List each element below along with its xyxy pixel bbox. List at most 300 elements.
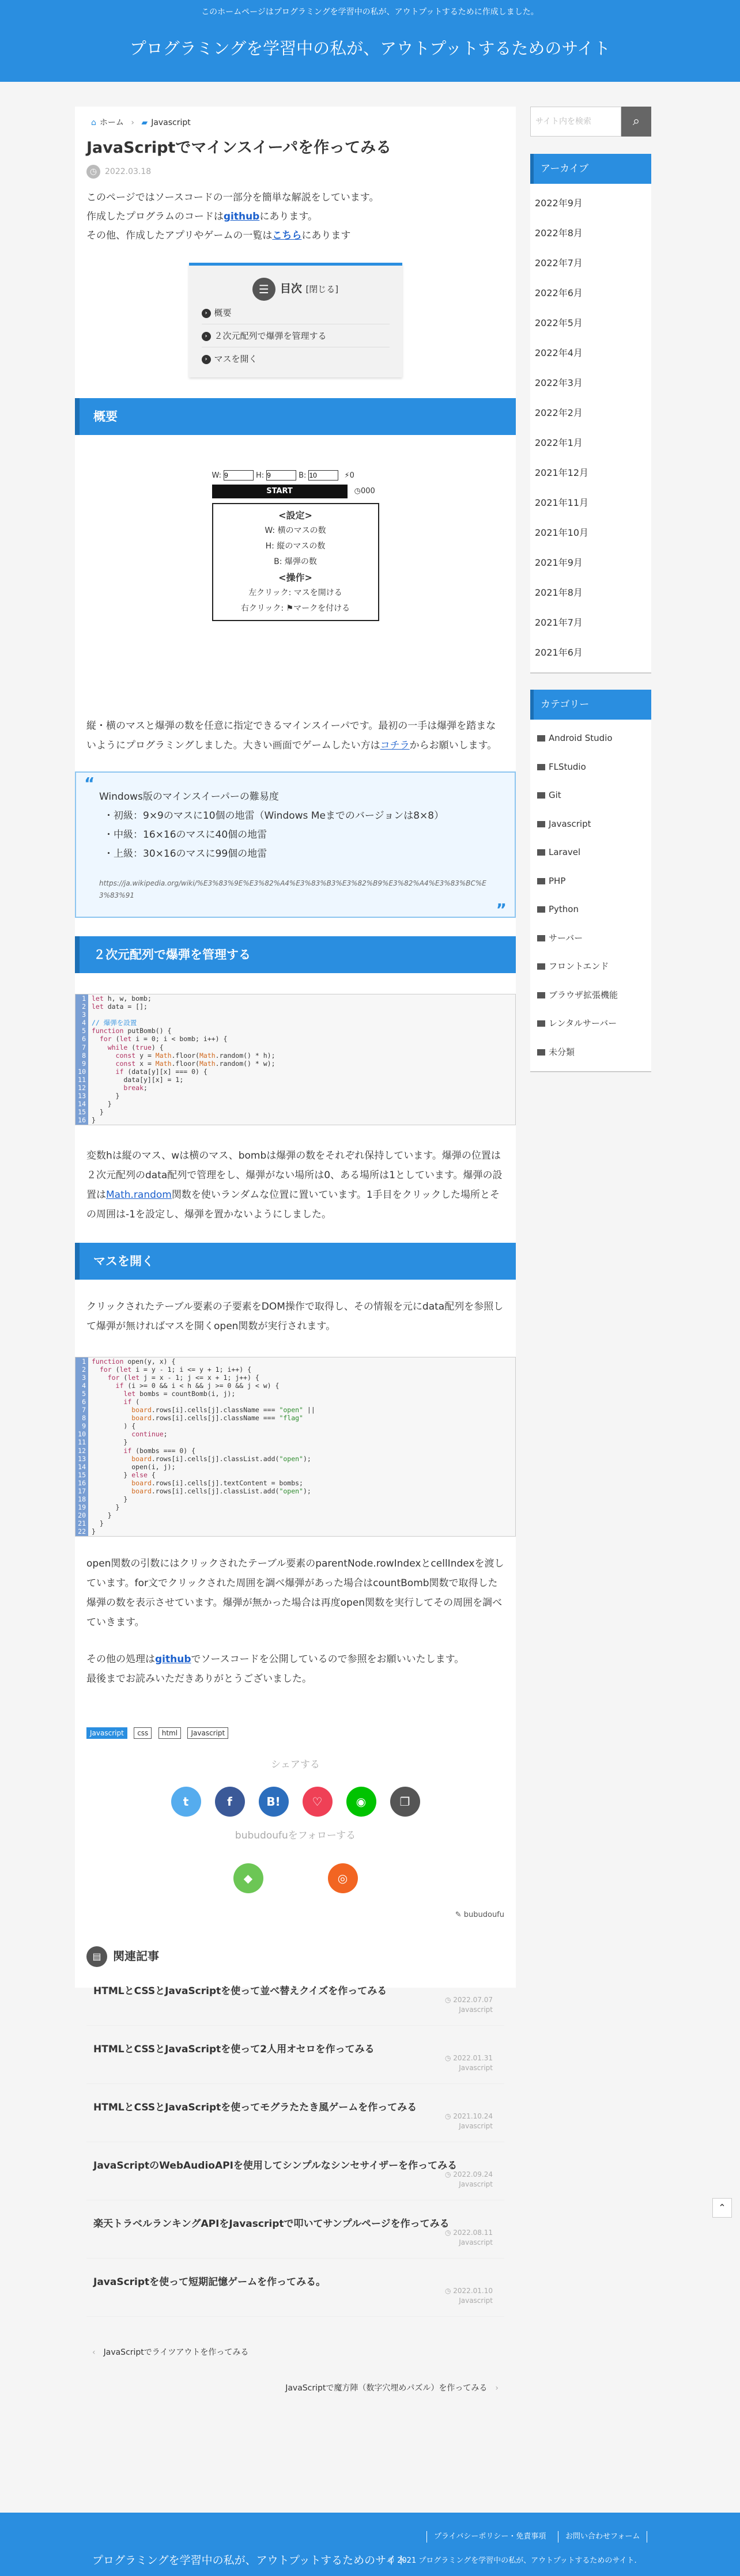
height-input[interactable] — [266, 470, 296, 481]
line-number: 14 — [75, 1100, 88, 1108]
intro-line-1: このページではソースコードの一部分を簡単な解説をしています。 — [86, 192, 379, 203]
line-number: 1 — [75, 994, 88, 1003]
chevron-up-icon: ⌃ — [718, 2202, 726, 2213]
line-number: 8 — [75, 1414, 88, 1422]
intro-text: 作成したプログラムのコードは — [86, 211, 224, 222]
folder-icon — [537, 735, 545, 742]
section-heading-open-cell: マスを開く — [75, 1243, 516, 1280]
line-number: 11 — [75, 1438, 88, 1446]
sidebar — [530, 107, 651, 1072]
toc-item-label: マスを開く — [214, 354, 258, 364]
line-number: 12 — [75, 1447, 88, 1455]
related-item-category: Javascript — [459, 2180, 493, 2188]
search-button[interactable] — [621, 107, 651, 137]
category-item[interactable] — [530, 895, 651, 924]
category-heading: カテゴリー — [530, 690, 651, 720]
code-line: 16 } — [75, 1116, 515, 1124]
folder-icon — [537, 878, 545, 884]
code-line: 2 for (let i = y - 1; i <= y + 1; i++) { — [75, 1365, 515, 1374]
ops-title: <操作> — [278, 572, 312, 583]
code-line: 6 if ( — [75, 1398, 515, 1406]
clock-icon: ◷ — [86, 165, 100, 179]
category-label: FLStudio — [549, 761, 586, 772]
related-item-meta — [445, 2228, 493, 2248]
height-label: H: — [255, 471, 265, 480]
rss-icon[interactable]: ◎ — [328, 1863, 358, 1893]
related-list — [86, 1968, 504, 2317]
category-label: 未分類 — [549, 1046, 575, 1057]
folder-icon — [537, 963, 545, 970]
line-number: 12 — [75, 1084, 88, 1092]
line-number: 11 — [75, 1076, 88, 1084]
category-item[interactable] — [530, 724, 651, 753]
archive-item[interactable]: 2022年5月 — [535, 317, 583, 328]
line-number: 20 — [75, 1511, 88, 1519]
category-item[interactable] — [530, 867, 651, 896]
intro-text: にあります。 — [259, 211, 318, 222]
settings-line: H: 縦のマスの数 — [265, 542, 326, 551]
related-item-title: HTMLとCSSとJavaScriptを使って並べ替えクイズを作ってみる — [93, 1985, 387, 1997]
line-number: 2 — [75, 1003, 88, 1011]
line-number: 21 — [75, 1519, 88, 1527]
code-line: 19 } — [75, 1503, 515, 1511]
line-number: 2 — [75, 1365, 88, 1374]
archive-item[interactable]: 2021年7月 — [535, 617, 583, 628]
site-header — [0, 0, 740, 82]
line-number: 4 — [75, 1382, 88, 1390]
feedly-icon[interactable]: ◆ — [233, 1863, 263, 1893]
archive-item[interactable]: 2022年8月 — [535, 228, 583, 239]
category-label: ブラウザ拡張機能 — [549, 989, 618, 1000]
code-line: 10 continue; — [75, 1430, 515, 1438]
tag-list — [86, 1727, 504, 1739]
code-line: 2 let data = []; — [75, 1003, 515, 1011]
intro-text: その他、作成したアプリやゲームの一覧は — [86, 230, 273, 241]
search-input[interactable]: サイト内を検索 — [530, 107, 621, 137]
related-item-date: 2022.08.11 — [453, 2228, 493, 2237]
archive-item[interactable]: 2021年10月 — [535, 527, 589, 538]
archive-item[interactable]: 2021年12月 — [535, 467, 589, 478]
line-number: 8 — [75, 1051, 88, 1060]
related-title: 関連記事 — [113, 1949, 159, 1963]
line-number: 9 — [75, 1060, 88, 1068]
code-line: 16 board.rows[i].cells[j].textContent = bombs; — [75, 1479, 515, 1487]
follow-title: bubudoufuをフォローする — [235, 1829, 356, 1841]
toc-header — [202, 276, 390, 301]
start-button[interactable]: START — [212, 485, 348, 498]
category-item[interactable] — [530, 781, 651, 810]
category-item[interactable] — [530, 753, 651, 782]
timer-display: 000 — [360, 487, 375, 495]
related-item-meta — [445, 1995, 493, 2015]
clock-icon: ◷ — [444, 2286, 454, 2295]
folder-icon — [537, 792, 545, 799]
archive-item[interactable]: 2021年11月 — [535, 497, 589, 508]
code-line: 12 if (bombs === 0) { — [75, 1447, 515, 1455]
para-text: 縦・横のマスと爆弾の数を任意に指定できるマインスイーパです。最初の一手は爆弾を踏まないようにプログラミングしました。大きい画面でゲームしたい方は — [86, 720, 496, 751]
author-name[interactable]: bubudoufu — [463, 1910, 504, 1919]
open-function-description: open関数の引数にはクリックされたテーブル要素のparentNode.rowIndexとcellIndexを渡しています。for文でクリックされた周囲を調べ爆弾があった場合はcountBomb関数で取得した爆弾の数を表示させています。爆弾が無かった場合は再度open関数を実行してその周囲を調べていきます。 — [86, 1557, 504, 1628]
main-article — [75, 107, 516, 2393]
tag[interactable]: Javascript — [187, 1727, 228, 1739]
array-description — [86, 1146, 504, 1224]
related-item-title: 楽天トラベルランキングAPIをJavascriptで叩いてサンプルページを作ってみる — [93, 2218, 450, 2230]
bomb-input[interactable] — [308, 470, 338, 481]
code-line: 12 break; — [75, 1084, 515, 1092]
archive-list — [530, 184, 651, 674]
clock-icon: ◷ — [444, 2053, 454, 2062]
site-footer — [0, 2513, 740, 2576]
folder-icon — [537, 764, 545, 770]
related-item[interactable] — [86, 2084, 504, 2142]
next-post-title: JavaScriptで魔方陣（数字穴埋めパズル）を作ってみる — [285, 2383, 488, 2393]
math-random-link[interactable]: Math.random — [106, 1189, 172, 1201]
breadcrumb — [91, 115, 504, 130]
archive-heading: アーカイブ — [530, 154, 651, 184]
game-start-row — [212, 485, 379, 497]
related-item[interactable] — [86, 2026, 504, 2084]
code-line: 15 } — [75, 1108, 515, 1116]
prev-post-title: JavaScriptでライツアウトを作ってみる — [103, 2347, 249, 2357]
chevron-right-icon: › — [495, 2383, 499, 2393]
archive-item[interactable]: 2022年1月 — [535, 437, 583, 448]
code-line: 13 } — [75, 1092, 515, 1100]
related-item-meta — [445, 2170, 493, 2189]
line-number: 3 — [75, 1374, 88, 1382]
line-number: 22 — [75, 1527, 88, 1535]
category-item[interactable] — [530, 810, 651, 839]
category-label: Android Studio — [549, 733, 613, 743]
archive-item[interactable]: 2021年8月 — [535, 587, 583, 598]
post-date-text: 2022.03.18 — [105, 167, 152, 176]
github-link[interactable]: github — [155, 1653, 191, 1665]
related-item-title: HTMLとCSSとJavaScriptを使ってモグラたたき風ゲームを作ってみる — [93, 2101, 417, 2113]
quote-title: Windows版のマインスイーパーの難易度 — [99, 791, 279, 803]
copy-icon[interactable]: ❐ — [390, 1787, 420, 1817]
para-text: 変数hは縦のマス、wは横のマス、bombは爆弾の数をそれぞれ保持しています。爆弾の位置は２次元配列のdata配列で管理をし、爆弾がない場所は0、ある場所は1としています。爆弾の設置は — [86, 1149, 503, 1201]
toc-item[interactable] — [202, 347, 390, 370]
ops-line: 左クリック: マスを開ける — [248, 588, 342, 597]
footer-contact-link[interactable]: お問い合わせフォーム — [558, 2531, 647, 2543]
site-title[interactable]: プログラミングを学習中の私が、アウトプットするためのサイト — [129, 39, 611, 58]
footer-copyright: © 2021 プログラミングを学習中の私が、アウトプットするためのサイト. — [387, 2556, 637, 2565]
line-number: 1 — [75, 1357, 88, 1365]
section-heading-overview: 概要 — [75, 398, 516, 435]
intro-line-3 — [86, 226, 504, 245]
line-number: 18 — [75, 1495, 88, 1503]
code-line: 14 } — [75, 1100, 515, 1108]
line-number: 16 — [75, 1116, 88, 1124]
archive-item[interactable]: 2022年9月 — [535, 198, 583, 209]
category-label: Javascript — [549, 818, 591, 829]
archive-item[interactable]: 2022年3月 — [535, 377, 583, 388]
code-line: 3 for (let j = x - 1; j <= x + 1; j++) { — [75, 1374, 515, 1382]
category-item[interactable] — [530, 981, 651, 1010]
section-heading-2d-array: ２次元配列で爆弾を管理する — [75, 936, 516, 973]
category-label: Git — [549, 790, 561, 800]
line-number: 3 — [75, 1011, 88, 1019]
folder-icon — [537, 906, 545, 913]
related-item-title: JavaScriptのWebAudioAPIを使用してシンプルなシンセサイザーを作ってみる — [93, 2159, 458, 2172]
outro — [86, 1650, 504, 1689]
code-line: 7 board.rows[i].cells[j].className === "open" || — [75, 1406, 515, 1414]
code-line: 11 } — [75, 1438, 515, 1446]
related-item-meta — [445, 2053, 493, 2073]
related-item-date: 2022.07.07 — [453, 1995, 493, 2004]
related-item[interactable] — [86, 1968, 504, 2026]
intro-line-2 — [86, 207, 504, 226]
line-number: 10 — [75, 1068, 88, 1076]
related-heading — [86, 1945, 504, 1968]
blockquote — [75, 771, 516, 918]
category-item[interactable] — [530, 1009, 651, 1038]
footer-site-title[interactable]: プログラミングを学習中の私が、アウトプットするためのサイト — [92, 2554, 407, 2567]
search-icon: ⌕ — [632, 114, 640, 128]
related-item-date: 2022.01.10 — [453, 2286, 493, 2295]
toc-title: 目次 — [280, 282, 302, 295]
folder-icon — [537, 1049, 545, 1056]
related-item-title: HTMLとCSSとJavaScriptを使って2人用オセロを作ってみる — [93, 2043, 375, 2055]
folder-icon — [537, 992, 545, 998]
folder-icon — [537, 849, 545, 856]
line-number: 6 — [75, 1398, 88, 1406]
quote-list — [93, 807, 492, 864]
line-number: 10 — [75, 1430, 88, 1438]
code-line: 21 } — [75, 1519, 515, 1527]
line-number: 15 — [75, 1471, 88, 1479]
category-label: レンタルサーバー — [549, 1018, 617, 1028]
tag[interactable]: css — [134, 1727, 152, 1739]
line-number: 6 — [75, 1035, 88, 1043]
list-item: ・ 初級：9×9のマスに10個の地雷（Windows Meまでのバージョンは8×8） — [104, 807, 492, 826]
code-line: 4 if (i >= 0 && i < h && j >= 0 && j < w) { — [75, 1382, 515, 1390]
related-item-category: Javascript — [459, 2005, 493, 2014]
related-item[interactable] — [86, 2142, 504, 2200]
page-title: JavaScriptでマインスイーパを作ってみる — [86, 139, 392, 157]
archive-item[interactable]: 2022年4月 — [535, 347, 583, 358]
category-label: フロントエンド — [549, 961, 609, 971]
post-author — [86, 1911, 504, 1919]
code-line: 8 board.rows[i].cells[j].className === "flag" — [75, 1414, 515, 1422]
line-number: 15 — [75, 1108, 88, 1116]
related-item-category: Javascript — [459, 2238, 493, 2246]
related-item-category: Javascript — [459, 2121, 493, 2130]
facebook-icon[interactable]: f — [215, 1787, 245, 1817]
line-number: 16 — [75, 1479, 88, 1487]
folder-icon — [537, 935, 545, 941]
bomb-counter: 0 — [349, 471, 354, 480]
quote-open-icon: “ — [84, 774, 95, 793]
code-line: 22 } — [75, 1527, 515, 1535]
list-item: ・ 上級：30×16のマスに99個の地雷 — [104, 845, 492, 864]
category-item[interactable] — [530, 838, 651, 867]
outro-line-2: 最後までお読みいただきありがとうございました。 — [86, 1673, 312, 1685]
code-block — [75, 1357, 516, 1537]
line-icon[interactable]: ◉ — [346, 1787, 376, 1817]
twitter-icon[interactable]: t — [171, 1787, 201, 1817]
quote-source[interactable]: https://ja.wikipedia.org/wiki/%E3%83%9E%E3%82%A4%E3%83%B3%E3%82%B9%E3%82%A4%E3%83%BC%E3%83%91 — [99, 879, 486, 899]
prev-post-link[interactable] — [86, 2340, 504, 2365]
line-number: 19 — [75, 1503, 88, 1511]
chevron-right-icon: › — [202, 332, 211, 341]
line-number: 5 — [75, 1027, 88, 1035]
toc-item[interactable] — [202, 324, 390, 347]
toc-item[interactable] — [202, 301, 390, 324]
breadcrumb-separator: › — [131, 118, 134, 127]
home-icon: ⌂ — [91, 118, 96, 127]
tag[interactable]: html — [158, 1727, 181, 1739]
clock-icon: ◷ — [444, 2170, 454, 2178]
line-number: 13 — [75, 1455, 88, 1463]
hatena-icon[interactable]: B! — [259, 1787, 289, 1817]
width-label: W: — [212, 471, 221, 480]
code-line: 11 data[y][x] = 1; — [75, 1076, 515, 1084]
chevron-right-icon: › — [202, 309, 211, 318]
line-number: 9 — [75, 1422, 88, 1430]
clock-icon: ◷ — [444, 1995, 454, 2004]
clock-icon: ◷ — [444, 2228, 454, 2237]
chevron-right-icon: › — [202, 355, 211, 364]
tag-category[interactable]: Javascript — [86, 1727, 127, 1739]
code-line: 15 } else { — [75, 1471, 515, 1479]
related-item-date: 2021.10.24 — [453, 2112, 493, 2120]
outro-line-1 — [86, 1650, 504, 1669]
related-item-title: JavaScriptを使って短期記憶ゲームを作ってみる。 — [93, 2276, 326, 2288]
related-posts — [86, 1945, 504, 2317]
share-title: シェアする — [271, 1758, 320, 1771]
follow-buttons — [86, 1863, 504, 1893]
clock-icon: ◷ — [444, 2112, 454, 2120]
post-date — [86, 163, 504, 180]
line-number: 13 — [75, 1092, 88, 1100]
intro-text: にあります — [301, 230, 351, 241]
category-list — [530, 720, 651, 1072]
line-number: 17 — [75, 1487, 88, 1495]
para-text: でソースコードを公開しているので参照をお願いいたします。 — [191, 1653, 465, 1665]
breadcrumb-home[interactable]: ホーム — [99, 118, 124, 127]
fullscreen-game-link[interactable]: コチラ — [380, 740, 410, 751]
apps-list-link[interactable]: こちら — [272, 230, 302, 241]
related-item-date: 2022.01.31 — [453, 2053, 493, 2062]
archive-item[interactable]: 2021年6月 — [535, 647, 583, 658]
timer-icon: ◷ — [354, 487, 361, 495]
code-line: 5 function putBomb() { — [75, 1027, 515, 1035]
breadcrumb-category[interactable]: Javascript — [151, 118, 191, 127]
code-line: 8 const y = Math.floor(Math.random() * h); — [75, 1051, 515, 1060]
category-item[interactable] — [530, 1038, 651, 1067]
code-line: 6 for (let i = 0; i < bomb; i++) { — [75, 1035, 515, 1043]
code-line: 13 board.rows[i].cells[j].classList.add("open"); — [75, 1455, 515, 1463]
archive-item[interactable]: 2022年7月 — [535, 258, 583, 268]
settings-line: B: 爆弾の数 — [274, 557, 317, 566]
post-intro — [86, 188, 504, 245]
related-item-meta — [445, 2112, 493, 2131]
site-tagline: このホームページはプログラミングを学習中の私が、アウトプットするために作成しました。 — [201, 7, 539, 17]
overview-description — [86, 716, 504, 755]
related-item[interactable] — [86, 2259, 504, 2317]
quote-close-icon: ” — [496, 900, 507, 919]
folder-icon: ▰ — [141, 118, 148, 127]
code-line: 1 function open(y, x) { — [75, 1357, 515, 1365]
category-label: PHP — [549, 875, 566, 886]
archive-item[interactable]: 2021年9月 — [535, 557, 583, 568]
archive-item[interactable]: 2022年6月 — [535, 288, 583, 298]
archive-item[interactable]: 2022年2月 — [535, 407, 583, 418]
para-text: 関数を使いランダムな位置に置いています。1手目をクリックした場所とその周囲は-1を設定し、爆弾を置かないようにしました。 — [86, 1189, 500, 1220]
code-line: 18 } — [75, 1495, 515, 1503]
chevron-left-icon: ‹ — [92, 2347, 96, 2357]
line-number: 4 — [75, 1019, 88, 1027]
code-line: 10 if (data[y][x] === 0) { — [75, 1068, 515, 1076]
related-item[interactable] — [86, 2200, 504, 2259]
github-link[interactable]: github — [223, 211, 260, 222]
code-line: 9 ) { — [75, 1422, 515, 1430]
category-item[interactable] — [530, 924, 651, 953]
code-line: 7 while (true) { — [75, 1043, 515, 1051]
code-line: 20 } — [75, 1511, 515, 1519]
para-text: からお願いします。 — [409, 740, 497, 751]
folder-icon — [537, 821, 545, 827]
game-settings-row — [212, 470, 379, 482]
line-number: 7 — [75, 1406, 88, 1414]
category-label: Laravel — [549, 847, 581, 857]
folder-icon — [537, 1020, 545, 1027]
related-item-category: Javascript — [459, 2063, 493, 2072]
code-line: 4 // 爆弾を設置 — [75, 1019, 515, 1027]
footer-privacy-link[interactable]: プライバシーポリシー・免責事項 — [426, 2531, 546, 2543]
pocket-icon[interactable]: ♡ — [303, 1787, 333, 1817]
search-widget — [530, 107, 651, 137]
related-item-category: Javascript — [459, 2296, 493, 2305]
settings-title: <設定> — [278, 510, 312, 521]
category-label: Python — [549, 904, 579, 914]
game-instructions — [212, 503, 379, 621]
code-line: 5 let bombs = countBomb(i, j); — [75, 1390, 515, 1398]
code-block — [75, 994, 516, 1125]
toc-item-label: ２次元配列で爆弾を管理する — [214, 331, 327, 341]
list-item: ・ 中級：16×16のマスに40個の地雷 — [104, 826, 492, 845]
line-number: 14 — [75, 1463, 88, 1471]
code-line: 14 open(i, j); — [75, 1463, 515, 1471]
related-item-date: 2022.09.24 — [453, 2170, 493, 2178]
table-of-contents — [189, 263, 402, 377]
minesweeper-demo — [212, 470, 379, 621]
share-buttons — [86, 1787, 504, 1817]
code-line: 9 const x = Math.floor(Math.random() * w); — [75, 1060, 515, 1068]
open-description: クリックされたテーブル要素の子要素をDOM操作で取得し、その情報を元にdata配列を参照して爆弾が無ければマスを開くopen関数が実行されます。 — [86, 1300, 504, 1332]
bomb-icon: ⚡ — [344, 471, 350, 480]
code-line — [75, 1011, 515, 1019]
page-top-button[interactable] — [712, 2198, 732, 2218]
ops-line: 右クリック: ⚑マークを付ける — [240, 604, 350, 613]
next-post-link[interactable] — [86, 2375, 504, 2401]
related-item-meta — [445, 2286, 493, 2306]
settings-line: W: 横のマスの数 — [265, 526, 326, 535]
category-label: サーバー — [549, 932, 583, 943]
code-line: 17 board.rows[i].cells[j].classList.add("open"); — [75, 1487, 515, 1495]
code-line: 1 let h, w, bomb; — [75, 994, 515, 1003]
pen-icon: ✎ — [455, 1910, 464, 1919]
document-icon: ▤ — [86, 1946, 107, 1967]
category-item[interactable] — [530, 952, 651, 981]
toc-item-label: 概要 — [214, 308, 232, 318]
para-text: その他の処理は — [86, 1653, 155, 1665]
line-number: 5 — [75, 1390, 88, 1398]
toc-toggle[interactable]: [閉じる] — [305, 284, 339, 294]
line-number: 7 — [75, 1043, 88, 1051]
bomb-label: B: — [299, 471, 307, 480]
width-input[interactable] — [224, 470, 254, 481]
